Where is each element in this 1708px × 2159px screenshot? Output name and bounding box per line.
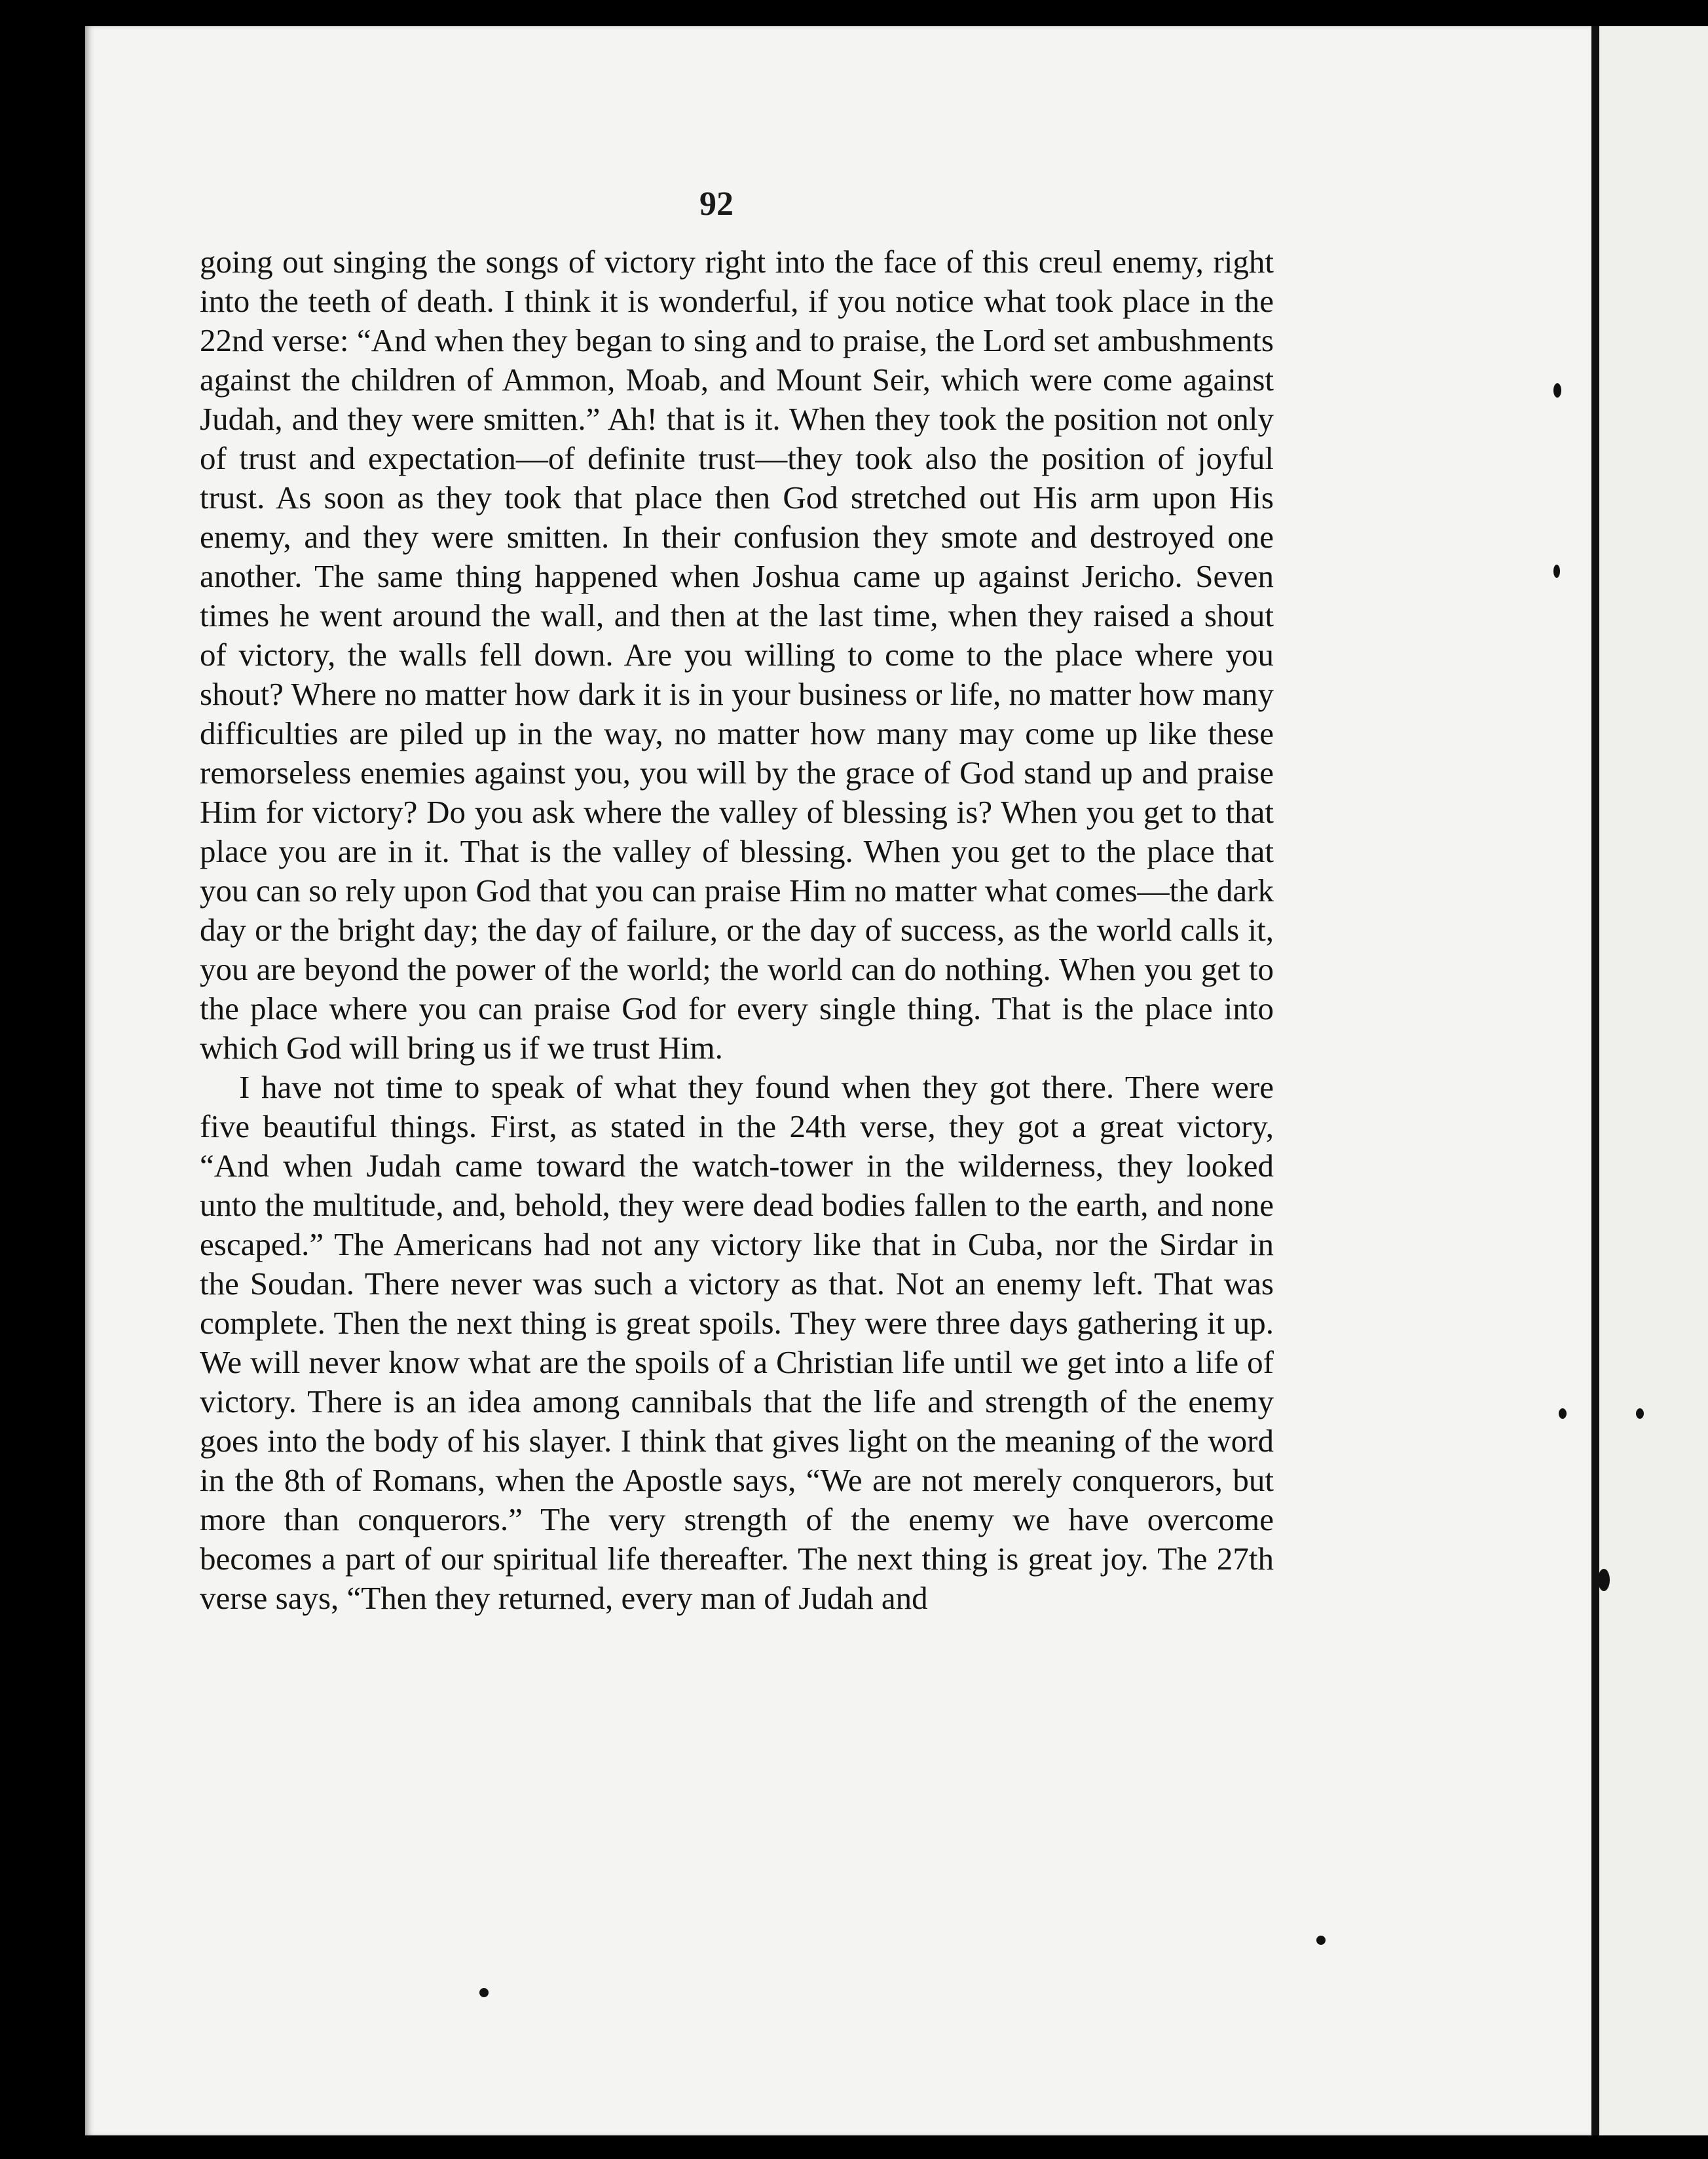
scan-speck: [1553, 565, 1560, 578]
body-text: [200, 242, 1274, 1618]
scan-speck: [1598, 1569, 1610, 1591]
scan-speck: [1636, 1408, 1644, 1419]
page-gutter: [1591, 26, 1599, 2135]
scan-speck: [1316, 1936, 1326, 1945]
paragraph-1: going out singing the songs of victory right into the face of this creul enemy, right into the teeth of death. I think it is wonderful, if you notice what took place in the 22nd verse: “And when they began to sing and to praise, the Lord set ambushments against the children of Ammon, Moab, and Mount Seir, which were come against Judah, and they were smitten.” Ah! that is it. When they took the position not only of trust and expectation—of definite trust—they took also the position of joyful trust. As soon as they took that place then God stretched out His arm upon His enemy, and they were smitten. In their confusion they smote and destroyed one another. The same thing happened when Joshua came up against Jericho. Seven times he went around the wall, and then at the last time, when they raised a shout of victory, the walls fell down. Are you willing to come to the place where you shout? Where no matter how dark it is in your business or life, no matter how many difficulties are piled up in the way, no matter how many may come up like these remorseless enemies against you, you will by the grace of God stand up and praise Him for victory? Do you ask where the valley of blessing is? When you get to that place you are in it. That is the valley of blessing. When you get to the place that you can so rely upon God that you can praise Him no matter what comes—the dark day or the bright day; the day of failure, or the day of success, as the world calls it, you are beyond the power of the world; the world can do nothing. When you get to the place where you can praise God for every single thing. That is the place into which God will bring us if we trust Him.: [200, 244, 1274, 1066]
scan-speck: [1553, 383, 1561, 398]
adjacent-page-strip: [1599, 26, 1708, 2135]
paragraph-2: I have not time to speak of what they found when they got there. There were five beautiful things. First, as stated in the 24th verse, they got a great victory, “And when Judah came toward the watch-tower in the wilderness, they looked unto the multitude, and, behold, they were dead bodies fallen to the earth, and none escaped.” The Americans had not any victory like that in Cuba, nor the Sirdar in the Soudan. There never was such a victory as that. Not an enemy left. That was complete. Then the next thing is great spoils. They were three days gathering it up. We will never know what are the spoils of a Christian life until we get into a life of victory. There is an idea among cannibals that the life and strength of the enemy goes into the body of his slayer. I think that gives light on the meaning of the word in the 8th of Romans, when the Apostle says, “We are not merely conquerors, but more than conquerors.” The very strength of the enemy we have overcome becomes a part of our spiritual life thereafter. The next thing is great joy. The 27th verse says, “Then they returned, every man of Judah and: [200, 1069, 1274, 1616]
scan-speck: [1559, 1408, 1567, 1419]
page-number: 92: [699, 185, 733, 223]
scan-speck: [479, 1988, 489, 1997]
